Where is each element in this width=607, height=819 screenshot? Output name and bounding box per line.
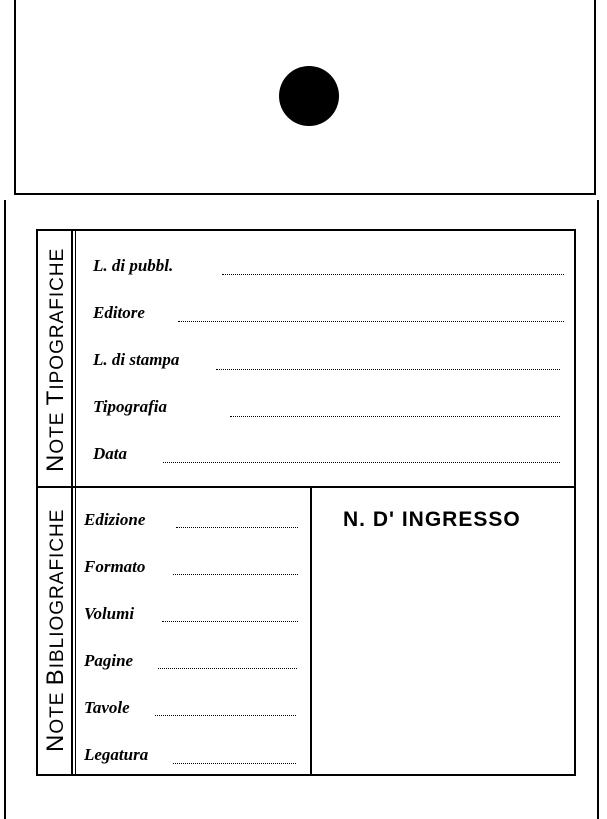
field-line-tavole [155,715,296,716]
note-bibliografiche-title: NOTE BIBLIOGRAFICHE [42,508,69,752]
label-column-divider [71,229,73,776]
field-label-pagine: Pagine [84,651,134,670]
field-line-editore [178,321,564,322]
numero-ingresso-label: N. D' INGRESSO [343,508,521,531]
field-line-luogo-pubblicazione [222,274,564,275]
field-label-formato: Formato [84,557,146,576]
left-tag-edge [14,0,16,195]
punch-hole [279,66,339,126]
field-label-legatura: Legatura [84,745,149,764]
section-divider [36,486,576,488]
field-label-volumi: Volumi [84,604,135,623]
right-tag-edge [594,0,596,195]
field-label-tavole: Tavole [84,698,130,717]
field-label-editore: Editore [93,303,145,322]
card-right-edge [597,200,599,819]
label-column-divider-inner [75,229,76,776]
note-tipografiche-title: NOTE TIPOGRAFICHE [42,247,69,472]
field-line-pagine [158,668,297,669]
field-line-data [163,462,560,463]
field-line-volumi [162,621,298,622]
field-line-edizione [176,527,298,528]
field-line-legatura [173,763,296,764]
field-line-tipografia [230,416,560,417]
perforation-line [14,193,596,195]
field-label-luogo-stampa: L. di stampa [93,350,180,369]
field-line-formato [173,574,298,575]
field-label-edizione: Edizione [84,510,146,529]
field-label-luogo-pubblicazione: L. di pubbl. [93,256,174,275]
card-left-edge [4,200,6,819]
field-label-data: Data [93,444,127,463]
field-label-tipografia: Tipografia [93,397,167,416]
field-line-luogo-stampa [216,369,560,370]
ingresso-divider [310,488,312,776]
